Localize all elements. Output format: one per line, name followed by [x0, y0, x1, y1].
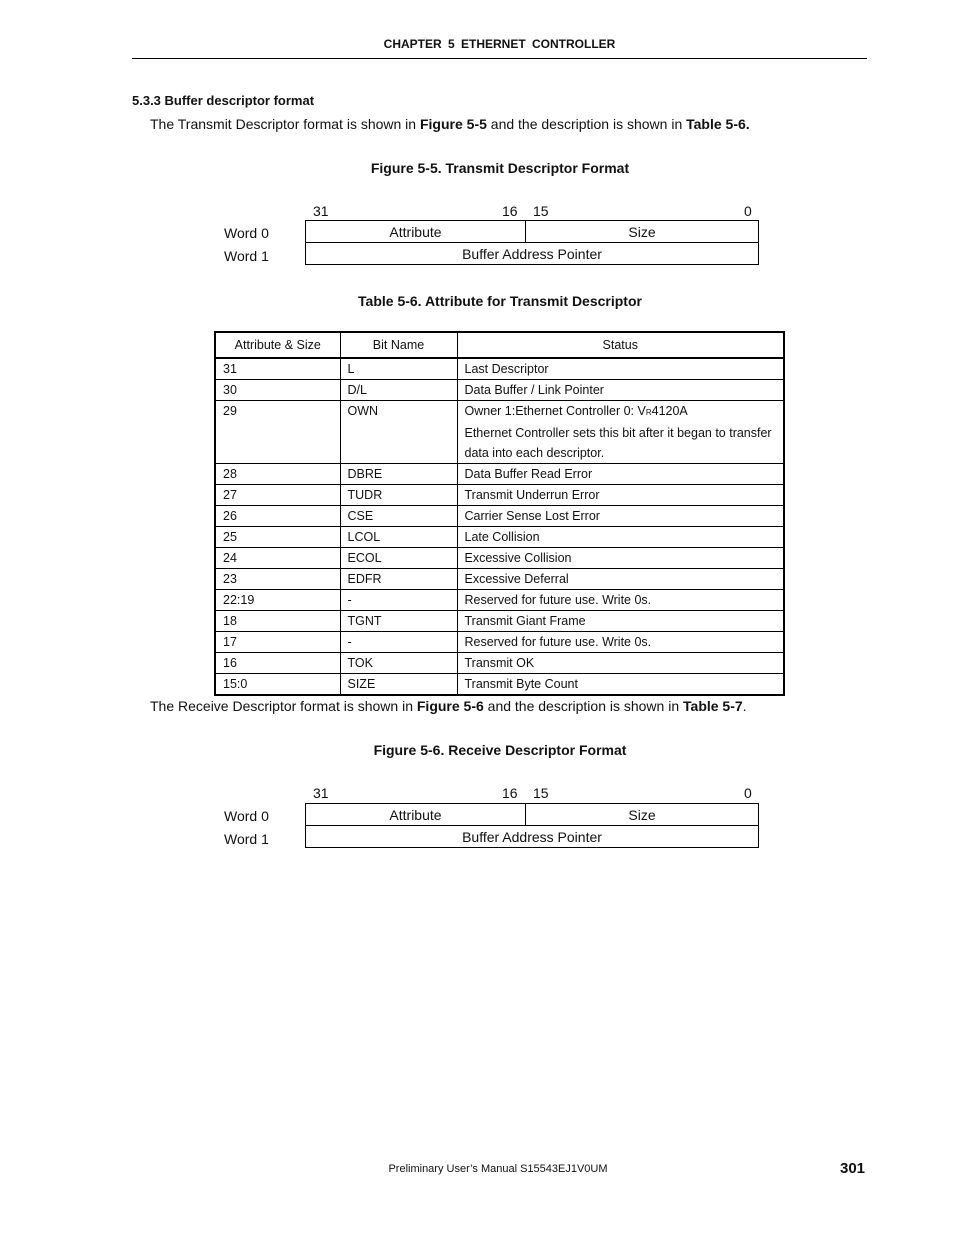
table-row [215, 548, 784, 569]
status-cell: Transmit Underrun Error [457, 485, 784, 506]
figure-reference: Figure 5-6 [416, 698, 484, 714]
bits-cell: 15:0 [215, 674, 340, 696]
bit-label-16: 16 [502, 203, 518, 219]
status-line: Ethernet Controller sets this bit after it began to transfer [464, 426, 772, 440]
status-cell: Excessive Deferral [457, 569, 784, 590]
table-row [215, 611, 784, 632]
bits-cell: 23 [215, 569, 340, 590]
para-text: The Receive Descriptor format is shown in [150, 698, 417, 714]
bit-name-cell: - [340, 590, 457, 611]
bits-cell: 24 [215, 548, 340, 569]
bit-label-15: 15 [533, 203, 549, 219]
word0-label: Word 0 [224, 225, 269, 241]
table-row [215, 464, 784, 485]
column-header: Status [457, 332, 784, 358]
bit-name-cell: D/L [340, 380, 457, 401]
word1-label: Word 1 [224, 831, 269, 847]
bit-label-31: 31 [313, 785, 329, 801]
intro-paragraph-receive [150, 698, 747, 714]
bits-cell: 18 [215, 611, 340, 632]
status-cell: Excessive Collision [457, 548, 784, 569]
page-number: 301 [840, 1160, 866, 1177]
table-row [215, 632, 784, 653]
bit-name-cell: OWN [340, 401, 457, 464]
bit-name-cell: TGNT [340, 611, 457, 632]
bit-name-cell: LCOL [340, 527, 457, 548]
buffer-address-pointer-field: Buffer Address Pointer [462, 829, 602, 845]
table-reference: Table 5-6. [686, 116, 750, 132]
buffer-address-pointer-field: Buffer Address Pointer [462, 246, 602, 262]
bit-label-0: 0 [744, 203, 752, 219]
bits-cell: 28 [215, 464, 340, 485]
bit-label-31: 31 [313, 203, 329, 219]
size-field: Size [526, 804, 758, 826]
chapter-header: CHAPTER 5 ETHERNET CONTROLLER [383, 37, 616, 51]
section-title: 5.3.3 Buffer descriptor format [132, 93, 315, 108]
bits-cell: 27 [215, 485, 340, 506]
bits-cell: 16 [215, 653, 340, 674]
bits-cell: 30 [215, 380, 340, 401]
bits-cell: 22:19 [215, 590, 340, 611]
bit-name-cell: DBRE [340, 464, 457, 485]
para-text: The Transmit Descriptor format is shown in [150, 116, 420, 132]
bit-name-cell: L [340, 358, 457, 380]
status-cell: Late Collision [457, 527, 784, 548]
word1-label: Word 1 [224, 248, 269, 264]
table-row [215, 380, 784, 401]
register-box [305, 220, 759, 265]
intro-paragraph-transmit [150, 116, 750, 132]
table-row [215, 653, 784, 674]
status-cell: Reserved for future use. Write 0s. [457, 632, 784, 653]
bit-name-cell: EDFR [340, 569, 457, 590]
subscript: R [645, 408, 652, 417]
bit-name-cell: TUDR [340, 485, 457, 506]
bit-name-cell: SIZE [340, 674, 457, 696]
status-cell: Transmit OK [457, 653, 784, 674]
table-caption-transmit: Table 5-6. Attribute for Transmit Descriptor [358, 293, 642, 309]
status-cell [457, 401, 784, 464]
attribute-field: Attribute [306, 221, 526, 243]
table-row [215, 527, 784, 548]
table-row [215, 590, 784, 611]
status-line: data into each descriptor. [464, 446, 605, 460]
table-header-row [215, 332, 784, 358]
bit-name-cell: CSE [340, 506, 457, 527]
bit-name-cell: TOK [340, 653, 457, 674]
status-line: 4120A [651, 404, 688, 418]
bit-label-15: 15 [533, 785, 549, 801]
figure-caption-transmit: Figure 5-5. Transmit Descriptor Format [370, 160, 630, 176]
status-cell: Data Buffer Read Error [457, 464, 784, 485]
table-row [215, 485, 784, 506]
column-header: Bit Name [340, 332, 457, 358]
table-row [215, 401, 784, 464]
table-reference: Table 5-7 [683, 698, 743, 714]
bit-name-cell: - [340, 632, 457, 653]
status-cell: Transmit Giant Frame [457, 611, 784, 632]
figure-caption-receive: Figure 5-6. Receive Descriptor Format [373, 742, 627, 758]
transmit-attribute-table [214, 331, 785, 696]
para-text: and the description is shown in [486, 116, 687, 132]
table-row [215, 506, 784, 527]
size-field: Size [526, 221, 758, 243]
table-row [215, 674, 784, 696]
word0-label: Word 0 [224, 808, 269, 824]
register-box [305, 803, 759, 848]
bits-cell: 29 [215, 401, 340, 464]
header-rule [132, 58, 867, 59]
bit-label-16: 16 [502, 785, 518, 801]
para-text: and the description is shown in [483, 698, 684, 714]
bit-name-cell: ECOL [340, 548, 457, 569]
para-text: . [742, 698, 747, 714]
table-row [215, 569, 784, 590]
status-cell: Transmit Byte Count [457, 674, 784, 696]
attribute-field: Attribute [306, 804, 526, 826]
status-line: Owner 1:Ethernet Controller 0: V [464, 404, 646, 418]
footer-manual-id: Preliminary User’s Manual S15543EJ1V0UM [388, 1163, 608, 1175]
figure-reference: Figure 5-5 [419, 116, 487, 132]
status-cell: Last Descriptor [457, 358, 784, 380]
column-header: Attribute & Size [215, 332, 340, 358]
bits-cell: 26 [215, 506, 340, 527]
bits-cell: 31 [215, 358, 340, 380]
status-cell: Reserved for future use. Write 0s. [457, 590, 784, 611]
status-cell: Data Buffer / Link Pointer [457, 380, 784, 401]
bits-cell: 25 [215, 527, 340, 548]
bit-label-0: 0 [744, 785, 752, 801]
status-cell: Carrier Sense Lost Error [457, 506, 784, 527]
table-row [215, 358, 784, 380]
bits-cell: 17 [215, 632, 340, 653]
